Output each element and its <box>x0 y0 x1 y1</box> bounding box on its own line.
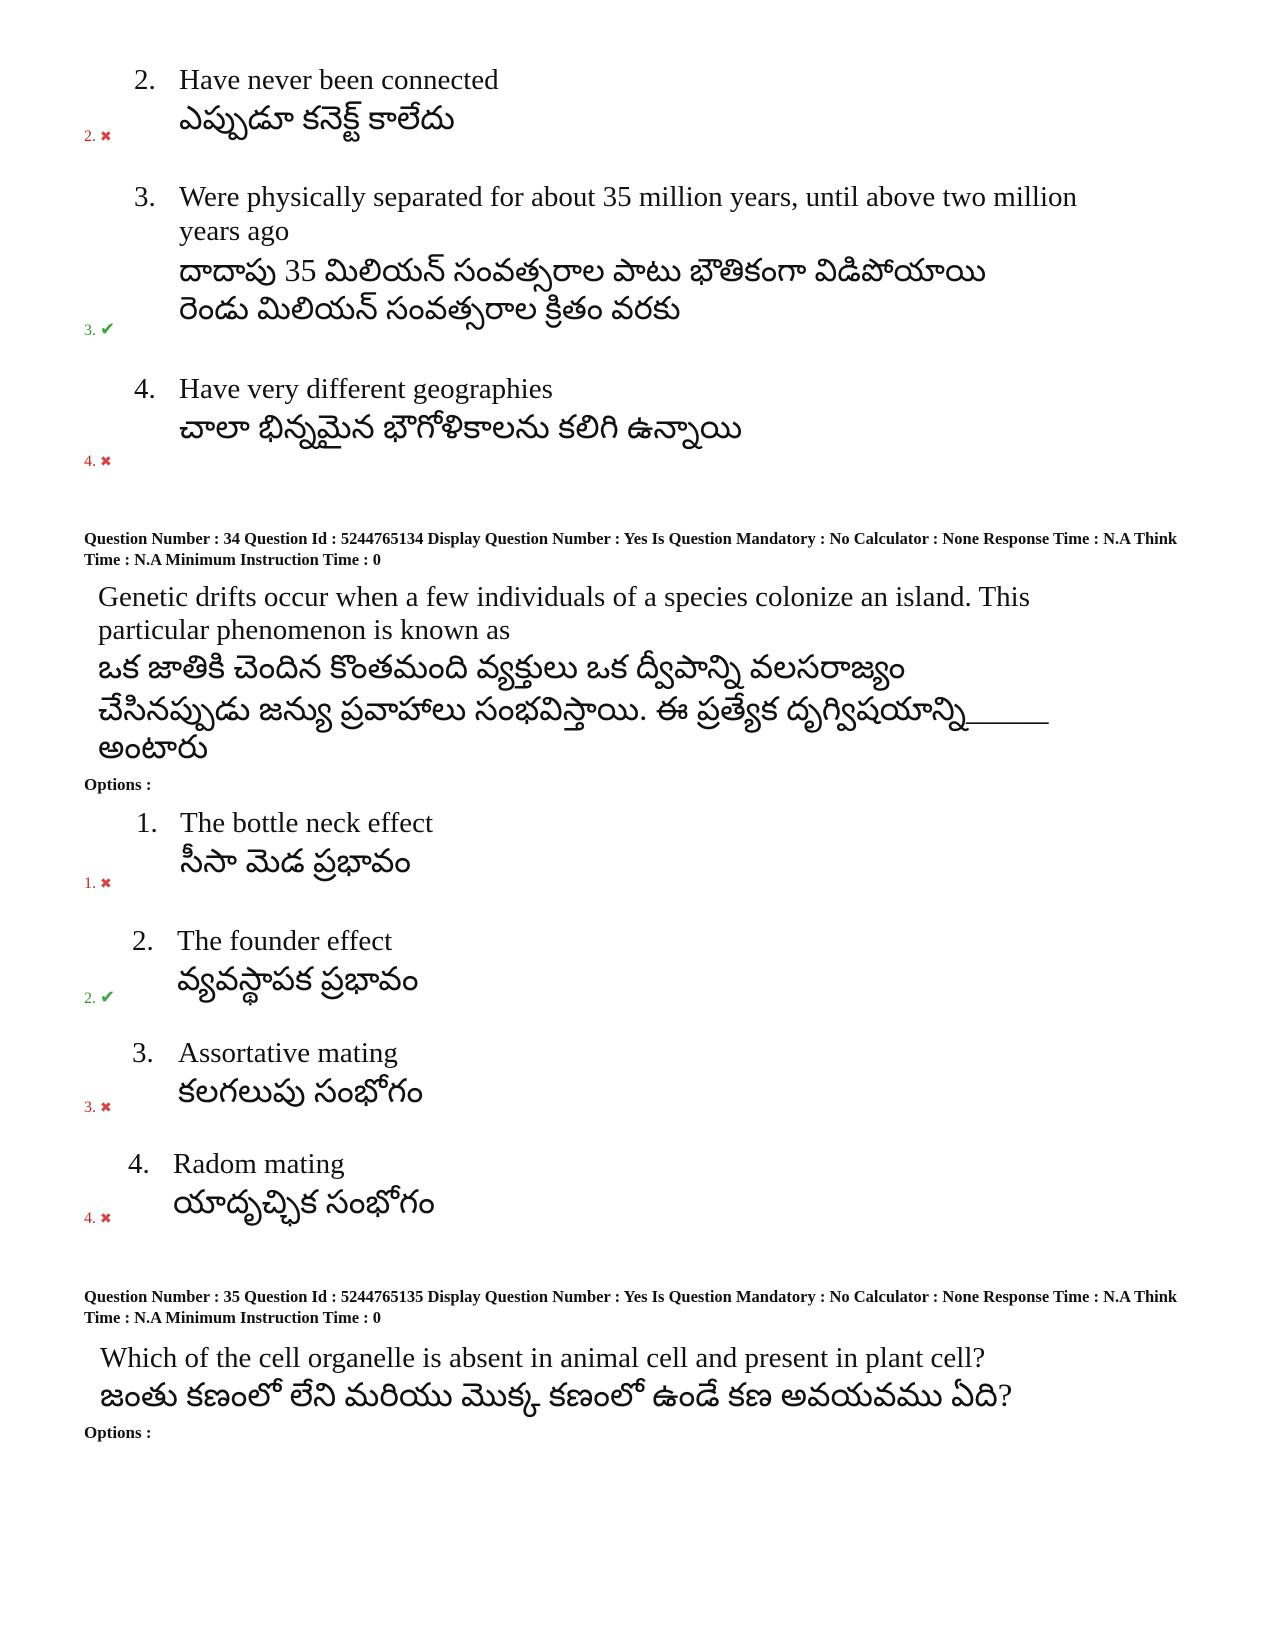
option-text-te: దాదాపు 35 మిలియన్ సంవత్సరాల పాటు భౌతికంగా విడిపోయాయి <box>179 252 987 288</box>
option-number: 3. <box>132 1037 154 1069</box>
option-mark <box>84 453 112 472</box>
option-number: 3. <box>134 181 156 213</box>
option-mark <box>84 1210 112 1229</box>
option-text-te: వ్యవస్థాపక ప్రభావం <box>177 962 419 998</box>
question-text-en: Which of the cell organelle is absent in animal cell and present in plant cell? <box>100 1342 986 1374</box>
question-text-en: particular phenomenon is known as <box>98 614 511 646</box>
option-text-en: Assortative mating <box>178 1037 398 1069</box>
option-text-en: Were physically separated for about 35 million years, until above two million <box>179 181 1078 213</box>
mark-number: 3. <box>84 1099 96 1116</box>
check-icon: ✔ <box>100 319 116 339</box>
option-mark <box>84 988 115 1008</box>
option-number: 2. <box>134 64 156 96</box>
options-label: Options : <box>84 775 152 794</box>
mark-number: 2. <box>84 128 96 145</box>
option-text-en: The founder effect <box>177 925 393 957</box>
question-meta: Question Number : 34 Question Id : 5244765134 Display Question Number : Yes Is Question Mandatory : No Calculator : None Response Time : N.A Think Time : N.A Minimum Instruction Time : 0 <box>84 529 1178 569</box>
option-number: 4. <box>134 373 156 405</box>
options-label: Options : <box>84 1423 152 1442</box>
option-number: 2. <box>132 925 154 957</box>
option-text-en: Have never been connected <box>179 64 499 96</box>
check-icon: ✔ <box>100 987 116 1007</box>
question-text-te: అంటారు <box>98 730 209 766</box>
question-text-en: Genetic drifts occur when a few individuals of a species colonize an island. This <box>98 581 1031 613</box>
question-meta: Question Number : 35 Question Id : 5244765135 Display Question Number : Yes Is Question Mandatory : No Calculator : None Response Time : N.A Think Time : N.A Minimum Instruction Time : 0 <box>84 1287 1178 1327</box>
option-text-te: రెండు మిలియన్ సంవత్సరాల క్రితం వరకు <box>179 290 681 326</box>
option-number: 1. <box>136 807 158 839</box>
cross-icon: ✖ <box>100 1101 112 1116</box>
cross-icon: ✖ <box>100 130 112 145</box>
mark-number: 4. <box>84 453 96 470</box>
option-mark <box>84 875 112 894</box>
cross-icon: ✖ <box>100 1212 112 1227</box>
option-text-te: సీసా మెడ ప్రభావం <box>180 844 412 880</box>
mark-number: 3. <box>84 322 96 339</box>
question-text-te: ఒక జాతికి చెందిన కొంతమంది వ్యక్తులు ఒక ద్వీపాన్ని వలసరాజ్యం <box>98 650 906 686</box>
option-mark <box>84 320 115 340</box>
cross-icon: ✖ <box>100 877 112 892</box>
option-text-te: చాలా భిన్నమైన భౌగోళికాలను కలిగి ఉన్నాయి <box>179 410 743 446</box>
mark-number: 4. <box>84 1210 96 1227</box>
cross-icon: ✖ <box>100 455 112 470</box>
option-text-te: కలగలుపు సంభోగం <box>178 1074 424 1110</box>
option-text-te: ఎప్పుడూ కనెక్ట్ కాలేదు <box>179 101 455 137</box>
mark-number: 2. <box>84 990 96 1007</box>
option-text-en: Radom mating <box>173 1148 345 1180</box>
option-mark <box>84 1099 112 1118</box>
option-number: 4. <box>128 1148 150 1180</box>
option-text-en: The bottle neck effect <box>180 807 434 839</box>
question-text-te: చేసినప్పుడు జన్యు ప్రవాహాలు సంభవిస్తాయి. ఈ ప్రత్యేక దృగ్విషయాన్ని_____ <box>98 692 1049 728</box>
option-mark <box>84 128 112 147</box>
question-text-te: జంతు కణంలో లేని మరియు మొక్క కణంలో ఉండే కణ అవయవము ఏది? <box>100 1378 1013 1414</box>
option-text-te: యాదృచ్ఛిక సంభోగం <box>173 1185 436 1221</box>
option-text-en: years ago <box>179 215 290 247</box>
mark-number: 1. <box>84 875 96 892</box>
option-text-en: Have very different geographies <box>179 373 553 405</box>
